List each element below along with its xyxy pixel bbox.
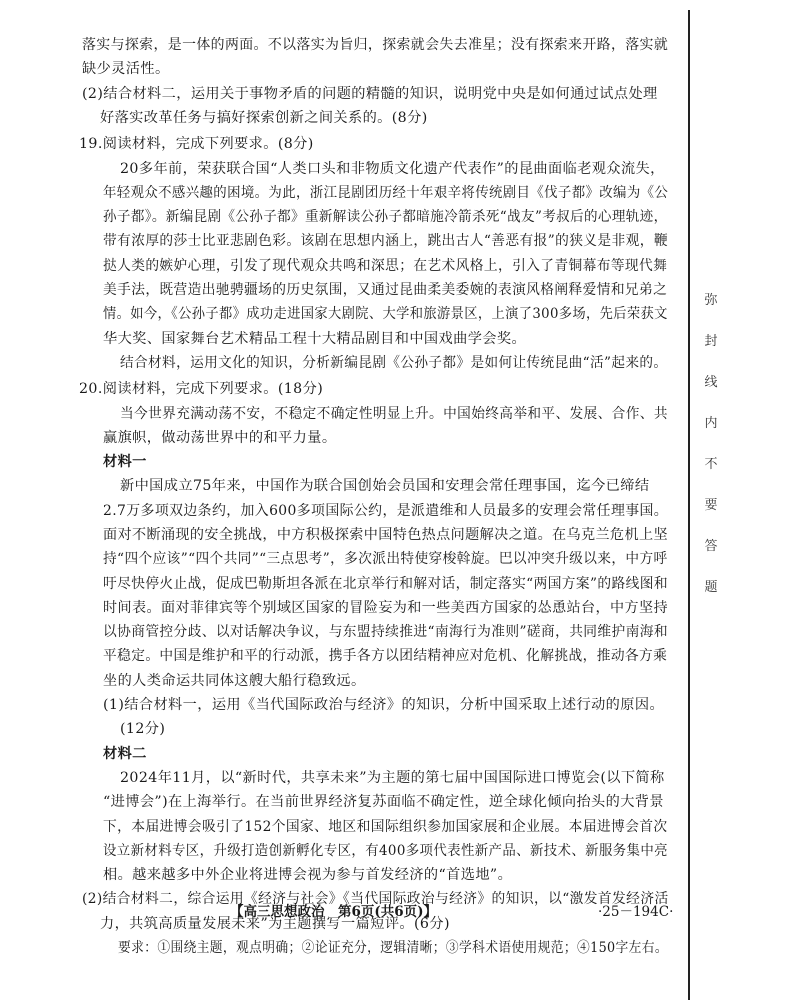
text-line: 带有浓厚的莎士比亚悲剧色彩。该剧在思想内涵上，跳出古人“善恶有报”的狭义是非观，鞭: [103, 233, 668, 249]
text-line: 吁尽快停火止战，促成巴勒斯坦各派在北京举行和解对话，制定落实“两国方案”的路线图和: [103, 576, 668, 592]
material-one-label: 材料一: [103, 454, 147, 470]
text-line: 美手法，既营造出驰骋疆场的历史氛围，又通过昆曲柔美委婉的表演风格阐释爱情和兄弟之: [103, 282, 668, 298]
text-line: 坐的人类命运共同体这艘大船行稳致远。: [103, 673, 366, 689]
text-line: 以协商管控分歧、以对话解决争议，与东盟持续推进“南海行为准则”磋商，共同维护南海和: [103, 624, 668, 640]
footer-page-title: 【高三思想政治 第6页(共6页)】: [230, 904, 438, 920]
question-part: 结合材料，运用文化的知识，分析新编昆剧《公孙子都》是如何让传统昆曲“活”起来的。: [120, 355, 668, 371]
question-part: (1)结合材料一，运用《当代国际政治与经济》的知识，分析中国采取上述行动的原因。: [103, 697, 665, 713]
text-line: 挞人类的嫉妒心理，引发了现代观众共鸣和深思；在艺术风格上，引入了青铜幕布等现代舞: [103, 258, 668, 274]
text-line: 缺少灵活性。: [82, 61, 170, 77]
seal-char: 不: [704, 457, 718, 472]
question-part: 好落实改革任务与搞好探索创新之间关系的。(8分): [100, 110, 428, 126]
seal-line: [688, 10, 690, 1000]
text-line: 2.7万多项双边条约，加入600多项国际公约，是派遣维和人员最多的安理会常任理事国。: [103, 503, 669, 519]
question-part: 要求：①围绕主题，观点明确；②论证充分，逻辑清晰；③学科术语使用规范；④150字左右。: [118, 940, 669, 956]
text-line: 持“四个应该”“四个共同”“三点思考”，多次派出特使穿梭斡旋。巴以冲突升级以来，中方呼: [103, 551, 668, 567]
text-line: 2024年11月，以“新时代，共享未来”为主题的第七届中国国际进口博览会(以下简称: [120, 770, 665, 786]
text-line: 年轻观众不感兴趣的困境。为此，浙江昆剧团历经十年艰辛将传统剧目《伐子都》改编为《公: [103, 185, 669, 201]
text-line: 孙子都》。新编昆剧《公孙子都》重新解读公孙子都暗施冷箭杀死“战友”考叔后的心理轨迹，: [103, 209, 668, 225]
text-line: 赢旗帜，做动荡世界中的和平力量。: [103, 430, 337, 446]
text-line: 落实与探索，是一体的两面。不以落实为旨归，探索就会失去准星；没有探索来开路，落实就: [82, 37, 669, 53]
text-line: 平稳定。中国是维护和平的行动派，携手各方以团结精神应对危机、化解挑战，推动各方乘: [103, 648, 668, 664]
seal-char: 答: [704, 539, 718, 554]
text-line: 新中国成立75年来，中国作为联合国创始会员国和安理会常任理事国，迄今已缔结: [120, 478, 650, 494]
text-line: 设立新材料专区，升级打造创新孵化专区，有400多项代表性新产品、新技术、新服务集中亮: [103, 843, 668, 859]
text-line: 情。如今，《公孙子都》成功走进国家大剧院、大学和旅游景区，上演了300多场，先后荣获文: [103, 306, 668, 322]
seal-char: 内: [704, 416, 718, 431]
seal-char: 封: [704, 334, 718, 349]
seal-char: 要: [704, 498, 718, 513]
seal-char: 线: [704, 375, 718, 390]
seal-char: 题: [704, 580, 718, 595]
text-line: 当今世界充满动荡不安，不稳定不确定性明显上升。中国始终高举和平、发展、合作、共: [120, 406, 668, 422]
question-part: 力，共筑高质量发展未来”为主题撰写一篇短评。(6分): [100, 916, 450, 932]
text-line: 时间表。面对菲律宾等个别域区国家的冒险妄为和一些美西方国家的怂恿站台，中方坚持: [103, 600, 668, 616]
text-line: “进博会”)在上海举行。在当前世界经济复苏面临不确定性，逆全球化倾向抬头的大背景: [103, 794, 664, 810]
question-part: (2)结合材料二，综合运用《经济与社会》《当代国际政治与经济》的知识，以“激发首发经济活: [82, 891, 669, 907]
text-line: 20多年前，荣获联合国“人类口头和非物质文化遗产代表作”的昆曲面临老观众流失，: [120, 161, 665, 177]
footer-code: ·25－194C·: [598, 904, 674, 920]
seal-notice: [700, 290, 722, 618]
text-line: 华大奖、国家舞台艺术精品工程十大精品剧目和中国戏曲学会奖。: [103, 331, 527, 347]
seal-char: 弥: [704, 293, 718, 308]
question-20-heading: 20.阅读材料，完成下列要求。(18分): [79, 381, 324, 397]
question-19-heading: 19.阅读材料，完成下列要求。(8分): [79, 136, 314, 152]
text-line: 下，本届进博会吸引了152个国家、地区和国际组织参加国家展和企业展。本届进博会首次: [103, 819, 668, 835]
question-part: (2)结合材料二，运用关于事物矛盾的问题的精髓的知识，说明党中央是如何通过试点处理: [82, 86, 658, 102]
material-two-label: 材料二: [103, 746, 147, 762]
text-line: 相。越来越多中外企业将进博会视为参与首发经济的“首选地”。: [103, 867, 513, 883]
question-part: (12分): [120, 721, 166, 737]
text-line: 面对不断涌现的安全挑战，中方积极探索中国特色热点问题解决之道。在乌克兰危机上坚: [103, 527, 668, 543]
